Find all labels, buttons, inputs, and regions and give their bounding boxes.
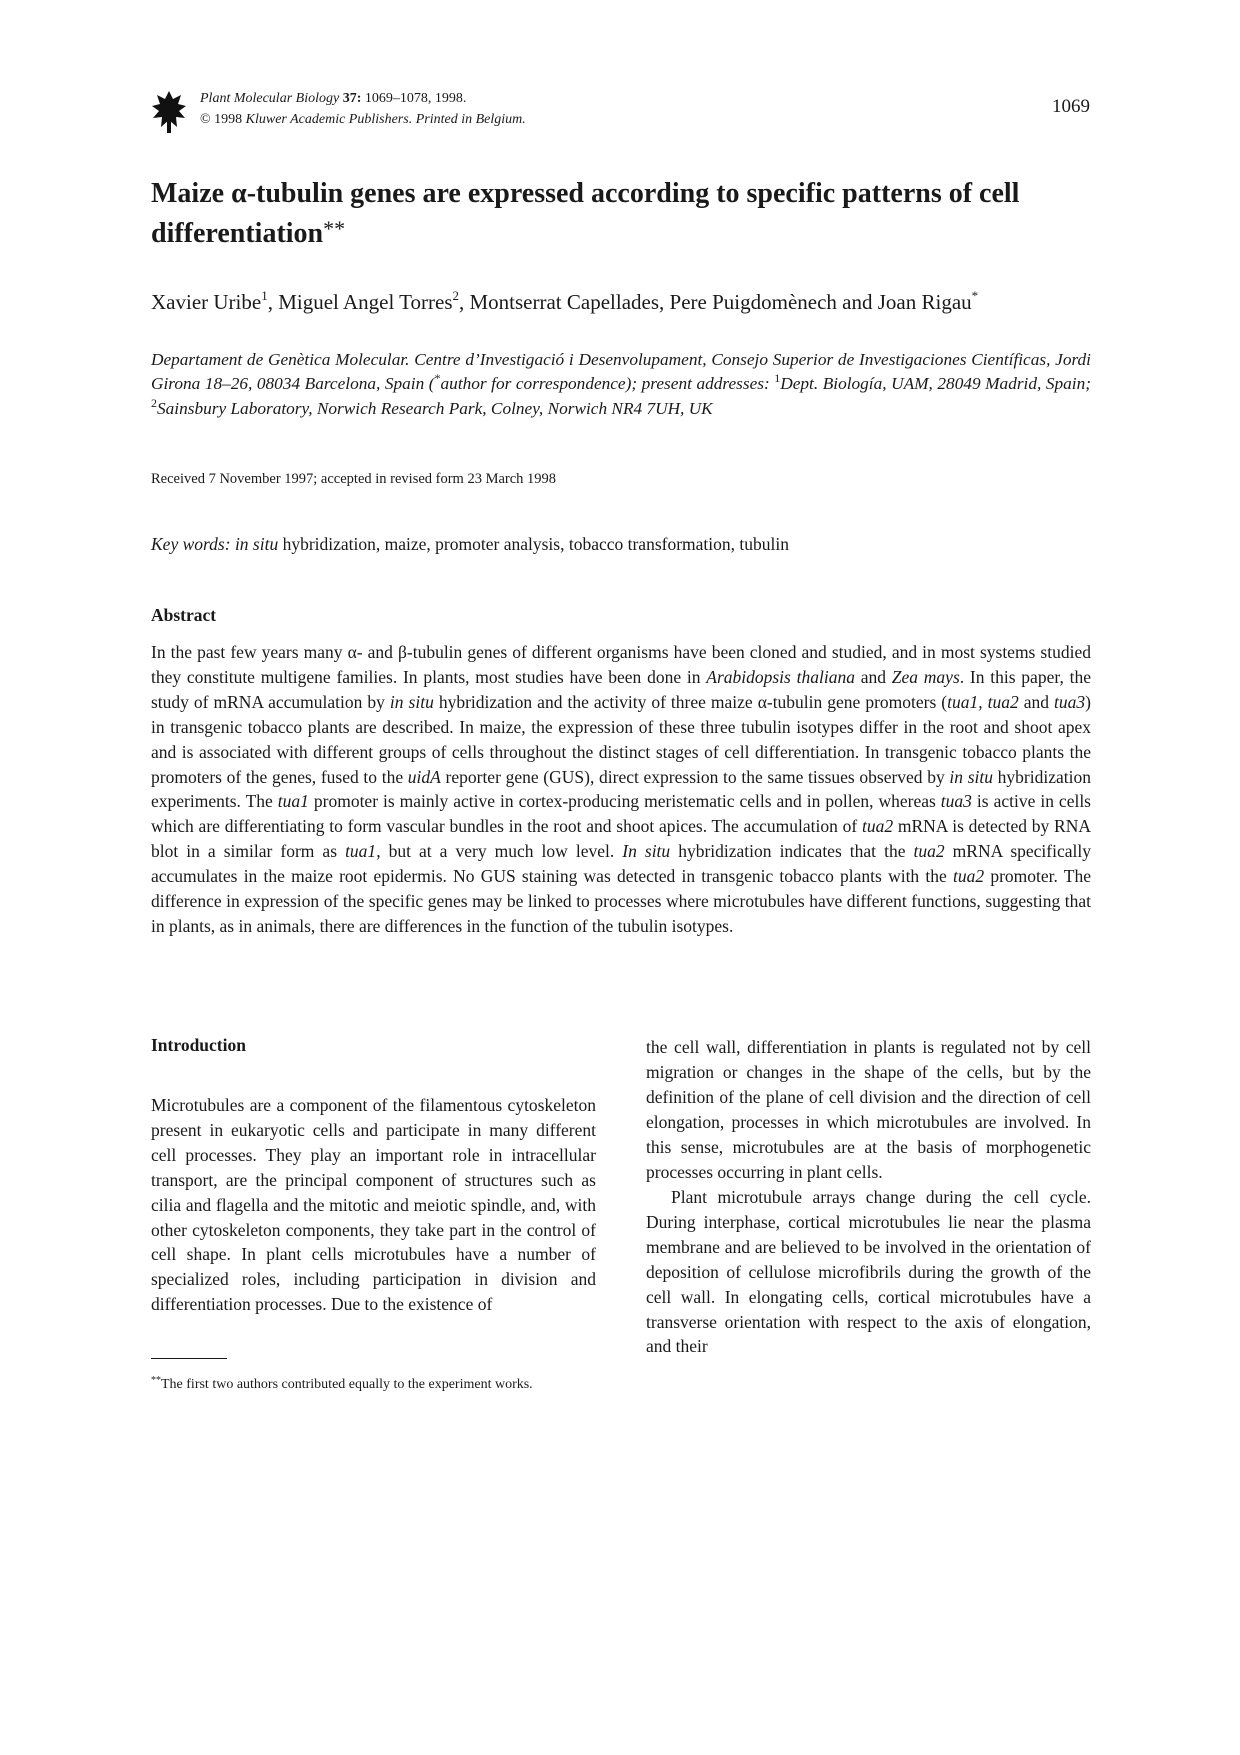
abstract-text: hybridization indicates that the bbox=[670, 841, 914, 862]
received-dates: Received 7 November 1997; accepted in revised form 23 March 1998 bbox=[151, 471, 557, 487]
keywords-list: hybridization, maize, promoter analysis, tobacco transformation, tubulin bbox=[282, 534, 789, 554]
abstract-italic-term: tua1, tua2 bbox=[947, 691, 1019, 712]
copyright-year: 1998 bbox=[214, 112, 243, 127]
abstract-heading: Abstract bbox=[151, 605, 217, 625]
author-list: Xavier Uribe$^1$, Miguel Angel Torres$^2$, Montserrat Capellades, Pere Puigdomènech and Joan Rigau* bbox=[151, 288, 979, 314]
paper-title bbox=[151, 176, 1091, 251]
abstract-text: promoter. The difference in expression of the specific genes may be linked to processes where microtubules have different functions, suggesting that in plants, as in animals, there are differences in the function of the tubulin isotypes. bbox=[151, 866, 1091, 936]
paper-title-text: Maize α-tubulin genes are expressed according to specific patterns of cell differentiation bbox=[151, 178, 1020, 249]
author-name: Montserrat Capellades bbox=[469, 290, 660, 314]
author-affiliation-marker: 1 bbox=[261, 288, 268, 303]
author-name: Joan Rigau bbox=[877, 290, 972, 314]
abstract-text: hybridization experiments. The bbox=[151, 766, 1091, 812]
abstract-text: is active in cells which are differentiating to form vascular bundles in the root and shoot apices. The accumulation of bbox=[151, 791, 1091, 837]
abstract-text: and bbox=[854, 666, 892, 687]
affiliation-main: Departament de Genètica Molecular. Centre d’Investigació i Desenvolupament, Consejo Superior de Investigaciones Científicas, Jordi Girona 18–26, 08034 Barcelona, Spain ( bbox=[151, 350, 1091, 394]
journal-volume: 37: bbox=[342, 91, 362, 106]
journal-pages-year: 1069–1078, 1998. bbox=[364, 91, 467, 106]
page-number: 1069 bbox=[1052, 96, 1090, 117]
abstract-text: hybridization and the activity of three maize α-tubulin gene promoters ( bbox=[433, 691, 948, 712]
abstract-italic-term: tua2 bbox=[952, 866, 985, 887]
abstract-italic-term: uidA bbox=[407, 766, 441, 787]
introduction-heading: Introduction bbox=[151, 1035, 246, 1055]
correspondence-star: * bbox=[434, 371, 441, 386]
author-affiliation-marker: * bbox=[971, 288, 979, 303]
affiliation bbox=[151, 348, 1091, 421]
abstract-italic-term: tua1 bbox=[277, 791, 309, 812]
address1-marker: 1 bbox=[774, 371, 781, 386]
abstract-text: . In this paper, the study of mRNA accumulation by bbox=[151, 666, 1091, 712]
abstract-italic-term: in situ bbox=[949, 766, 993, 787]
keywords-italic-term: in situ bbox=[234, 534, 279, 554]
footnote-rule bbox=[151, 1358, 227, 1359]
abstract-italic-term: tua2 bbox=[913, 841, 945, 862]
keywords bbox=[151, 534, 789, 555]
abstract-italic-term: Zea mays bbox=[891, 666, 960, 687]
footnote bbox=[151, 1370, 596, 1395]
abstract-italic-term: in situ bbox=[389, 691, 434, 712]
abstract-italic-term: tua3 bbox=[1054, 691, 1086, 712]
footnote-text: The first two authors contributed equally to the experiment works. bbox=[161, 1377, 533, 1392]
publisher-name: Kluwer Academic Publishers. bbox=[245, 112, 413, 127]
correspondence-text: author for correspondence); present addresses: bbox=[440, 374, 775, 394]
address2-marker: 2 bbox=[151, 395, 157, 410]
printed-location: Printed in Belgium. bbox=[415, 112, 526, 127]
intro-left-paragraph: Microtubules are a component of the filamentous cytoskeleton present in eukaryotic cells and participate in many different cell processes. They play an important role in intracellular transport, are the principal component of structures such as cilia and flagella and the mitotic and meiotic spindle, and, with other cytoskeleton components, they take part in the control of cell shape. In plant cells microtubules have a number of specialized roles, including participation in division and differentiation processes. Due to the existence of bbox=[151, 1095, 596, 1315]
footnote-marker: ** bbox=[151, 1375, 161, 1386]
abstract-text: reporter gene (GUS), direct expression to the same tissues observed by bbox=[440, 766, 950, 787]
author-name: Miguel Angel Torres bbox=[278, 290, 453, 314]
kluwer-logo-icon bbox=[151, 89, 187, 133]
abstract-italic-term: tua2 bbox=[861, 816, 894, 837]
abstract-text: promoter is mainly active in cortex-producing meristematic cells and in pollen, whereas bbox=[308, 791, 941, 812]
abstract-text: ) in transgenic tobacco plants are described. In maize, the expression of these three tubulin isotypes differ in the root and shoot apex and is associated with different groups of cells throughout the distinct stages of cell differentiation. In transgenic tobacco plants the promoters of the genes, fused to the bbox=[151, 691, 1091, 787]
address2: Sainsbury Laboratory, Norwich Research Park, Colney, Norwich NR4 7UH, UK bbox=[157, 398, 713, 418]
abstract-body bbox=[151, 640, 1091, 939]
author-name: Pere Puigdomènech bbox=[669, 290, 837, 314]
title-footnote-marker: ** bbox=[323, 216, 346, 241]
author-name: Xavier Uribe bbox=[151, 290, 262, 314]
abstract-italic-term: Arabidopsis thaliana bbox=[706, 666, 855, 687]
abstract-italic-term: In situ bbox=[622, 841, 671, 862]
abstract-italic-term: tua3 bbox=[940, 791, 972, 812]
author-affiliation-marker: 2 bbox=[452, 288, 459, 303]
abstract-text: In the past few years many α- and β-tubulin genes of different organisms have been cloned and studied, and in most systems studied they constitute multigene families. In plants, most studies have been done in bbox=[151, 642, 1091, 687]
intro-right-paragraph-2: Plant microtubule arrays change during the cell cycle. During interphase, cortical microtubules lie near the plasma membrane and are believed to be involved in the orientation of deposition of cellulose microfibrils during the growth of the cell wall. In elongating cells, cortical microtubules have a transverse orientation with respect to the axis of elongation, and their bbox=[646, 1187, 1091, 1357]
journal-citation bbox=[200, 88, 526, 130]
abstract-text: , but at a very much low level. bbox=[376, 841, 623, 862]
keywords-label: Key words: bbox=[151, 534, 231, 554]
intro-right-paragraph-1: the cell wall, differentiation in plants is regulated not by cell migration or changes in the shape of the cells, but by the definition of the plane of cell division and the direction of cell elongation, processes in which microtubules are involved. In this sense, microtubules are at the basis of morphogenetic processes occurring in plant cells. bbox=[646, 1037, 1091, 1182]
copyright-symbol: © bbox=[200, 112, 211, 127]
abstract-text: and bbox=[1018, 691, 1055, 712]
address1: Dept. Biología, UAM, 28049 Madrid, Spain; bbox=[780, 374, 1091, 394]
abstract-text: mRNA is detected by RNA blot in a similar form as bbox=[151, 816, 1091, 862]
abstract-italic-term: tua1 bbox=[345, 841, 377, 862]
abstract-text: mRNA specifically accumulates in the maize root epidermis. No GUS staining was detected in transgenic tobacco plants with the bbox=[151, 841, 1091, 887]
journal-name: Plant Molecular Biology bbox=[200, 91, 340, 106]
